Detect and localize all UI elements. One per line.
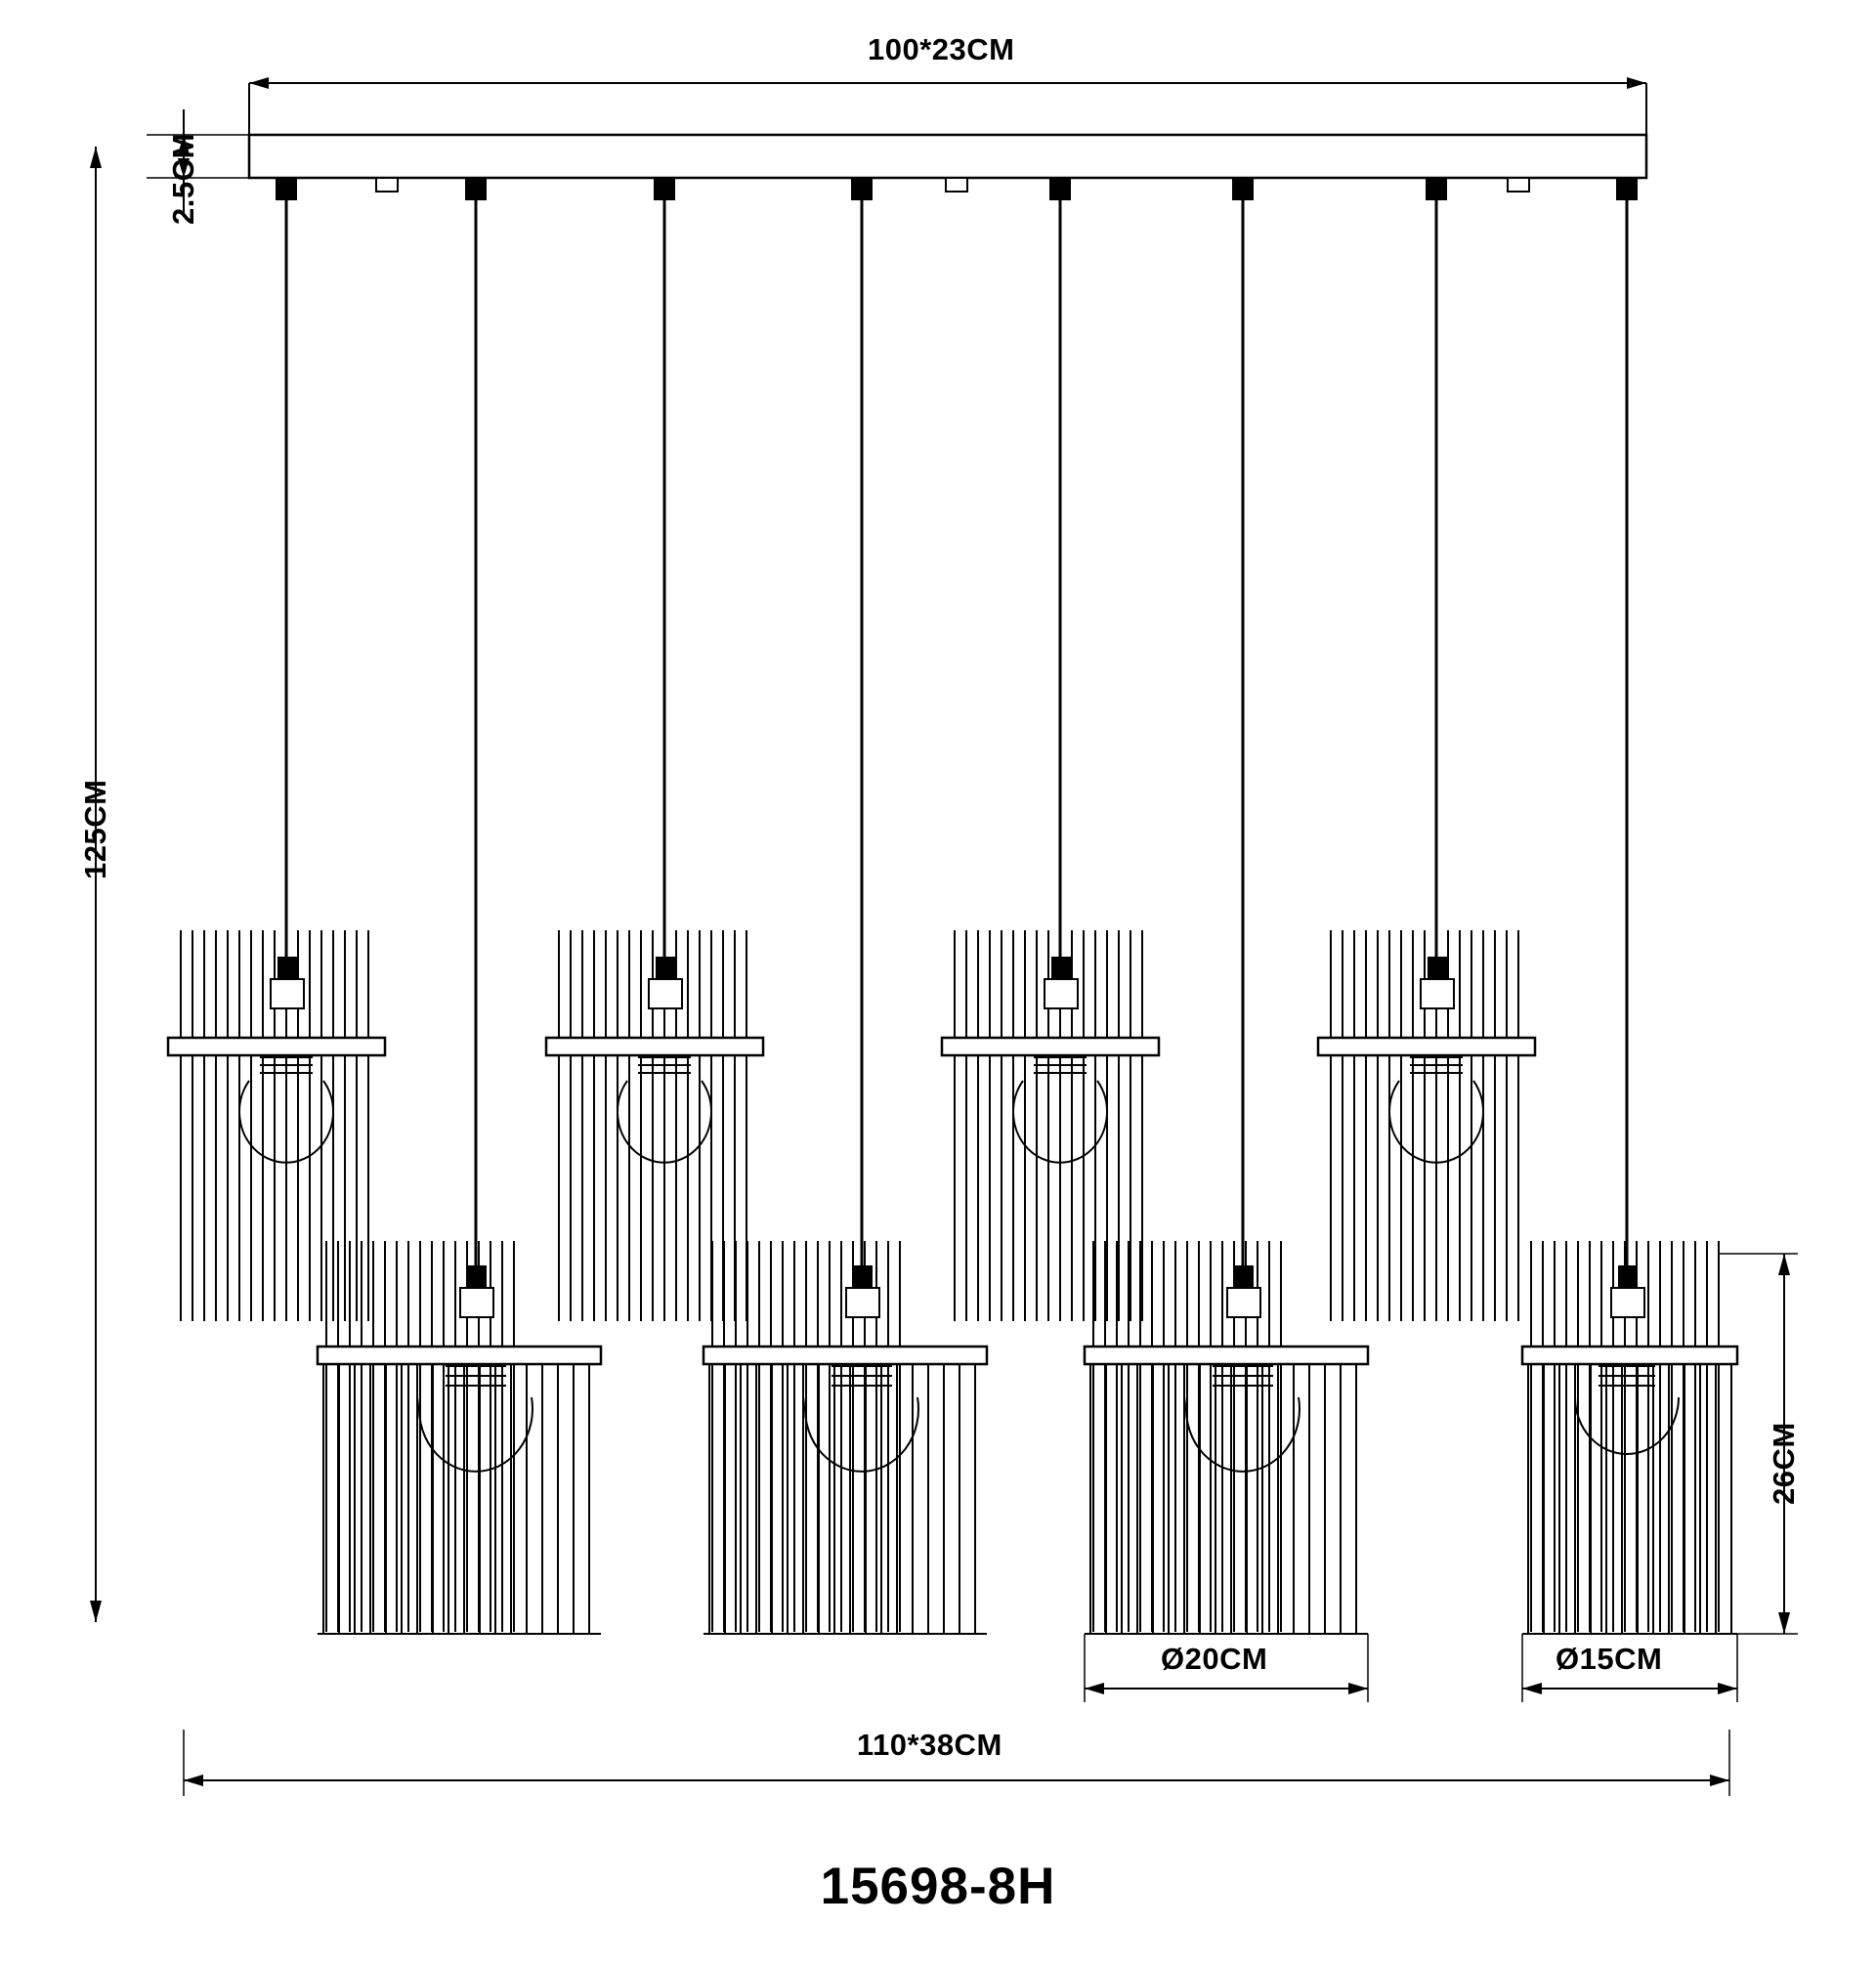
dimension-overall-height [90, 147, 102, 1622]
dimension-label-canopy-size: 100*23CM [868, 32, 1015, 66]
shade-lower-4 [1522, 1241, 1737, 1634]
dimension-label-large-shade-diameter: Ø20CM [1161, 1642, 1268, 1676]
dimension-label-shade-height: 26CM [1767, 1422, 1801, 1505]
shade-lower-3 [1085, 1241, 1368, 1634]
dimension-label-canopy-thickness: 2.5CM [166, 133, 200, 225]
dimension-label-small-shade-diameter: Ø15CM [1556, 1642, 1663, 1676]
canopy-bar [249, 135, 1646, 178]
shade-upper-1 [168, 930, 385, 1321]
shade-upper-3 [942, 930, 1159, 1321]
shade-upper-4 [1318, 930, 1535, 1321]
suspension-rods [286, 178, 1627, 1280]
dimension-label-overall-height: 125CM [78, 779, 112, 879]
dimension-label-fixture-spread: 110*38CM [857, 1728, 1002, 1762]
canopy-fixing-points [376, 178, 1529, 192]
dimension-canopy-size [249, 77, 1646, 137]
shade-upper-2 [546, 930, 763, 1321]
model-code-label: 15698-8H [820, 1858, 1056, 1915]
